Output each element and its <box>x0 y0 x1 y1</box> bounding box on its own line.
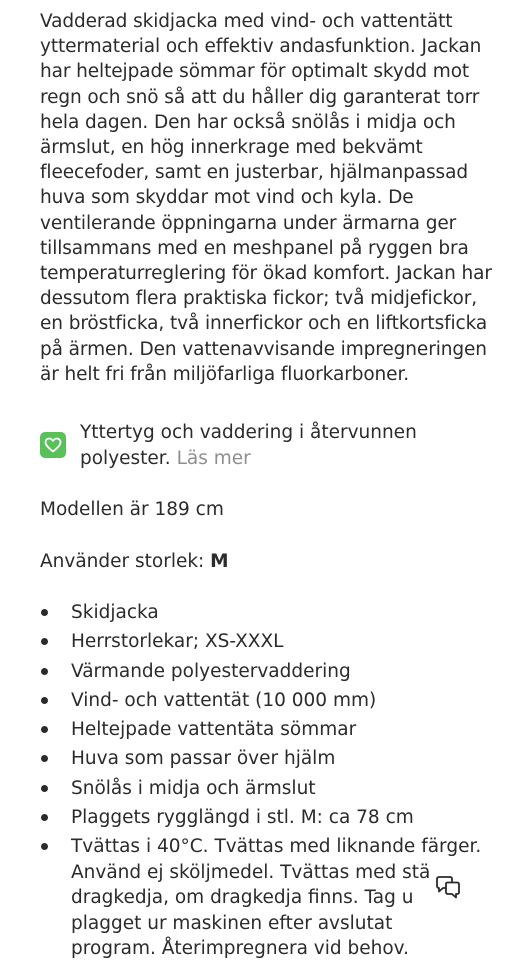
list-item <box>40 746 490 772</box>
heart-icon <box>40 432 66 458</box>
eco-text: Yttertyg och vaddering i återvunnen polyester. <box>80 422 417 469</box>
list-item <box>40 717 490 743</box>
care-instructions: Tvättas i 40°C. Tvättas med liknande färger. Använd ej sköljmedel. Tvättas med stä dragkedja, om dragkedja finns. Tag u plagget ur maskinen efter avslutat program. Återimpregnera vid behov. <box>71 836 482 960</box>
model-size <box>40 549 229 575</box>
bullet-icon <box>41 755 48 762</box>
feature-text: Huva som passar över hjälm <box>71 748 336 770</box>
list-item <box>40 805 490 831</box>
list-item <box>40 776 490 802</box>
feature-list <box>40 600 490 966</box>
bullet-icon <box>41 609 48 616</box>
feature-text: Vind- och vattentät (10 000 mm) <box>71 689 377 711</box>
list-item <box>40 688 490 714</box>
feature-text: Snölås i midja och ärmslut <box>71 777 316 799</box>
bullet-icon <box>41 843 48 850</box>
list-item <box>40 659 490 685</box>
model-size-value: M <box>210 551 229 572</box>
feature-text: Herrstorlekar; XS-XXXL <box>71 631 284 653</box>
bullet-icon <box>41 726 48 733</box>
eco-text-block <box>80 420 480 472</box>
chat-icon <box>434 875 462 905</box>
feature-text: Plaggets rygglängd i stl. M: ca 78 cm <box>71 807 414 829</box>
bullet-icon <box>41 668 48 675</box>
bullet-icon <box>41 697 48 704</box>
bullet-icon <box>41 814 48 821</box>
bullet-icon <box>41 785 48 792</box>
chat-button[interactable] <box>428 870 468 910</box>
list-item <box>40 834 490 962</box>
bullet-icon <box>41 638 48 645</box>
read-more-link[interactable]: Läs mer <box>176 448 251 469</box>
list-item <box>40 600 490 626</box>
feature-text: Skidjacka <box>71 602 159 623</box>
feature-text: Heltejpade vattentäta sömmar <box>71 719 357 741</box>
model-size-label: Använder storlek: <box>40 551 211 572</box>
feature-text: Värmande polyestervaddering <box>71 660 351 682</box>
model-height: Modellen är 189 cm <box>40 499 224 520</box>
list-item <box>40 629 490 655</box>
product-description-section <box>40 9 495 387</box>
product-description: Vadderad skidjacka med vind- och vattentätt yttermaterial och effektiv andasfunktion. Jackan har heltejpade sömmar för optimalt skydd mot regn och snö så att du håller dig garanterat torr hela dagen. Den har också snölås i midja och ärmslut, en hög innerkrage med bekvämt fleecefoder, samt en justerbar, hjälmanpassad huva som skyddar mot vind och kyla. De ventilerande öppningarna under ärmarna ger tillsammans med en meshpanel på ryggen bra temperaturreglering för ökad komfort. Jackan har dessutom flera praktiska fickor; två midjefickor, en bröstficka, två innerfickor och en liftkortsficka på ärmen. Den vattenavvisande impregneringen är helt fri från miljöfarliga fluorkarboner. <box>40 11 492 385</box>
